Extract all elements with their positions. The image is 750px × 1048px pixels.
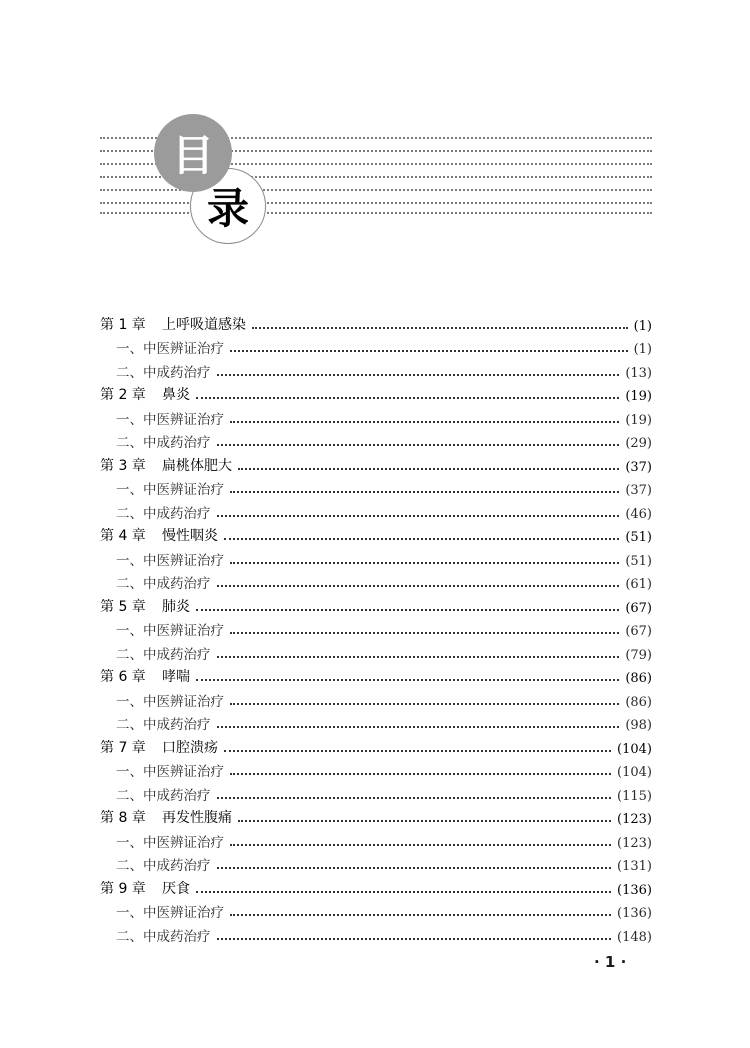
toc-section-entry[interactable]: [100, 357, 652, 381]
dot-leader: [238, 820, 611, 822]
page-title-char-1: 目: [171, 131, 214, 180]
header-dotted-rule: [100, 212, 652, 214]
chapter-page-number: (123): [617, 812, 652, 827]
section-title: 二、中成药治疗: [116, 646, 211, 663]
dot-leader: [238, 468, 619, 470]
section-title: 一、中医辨证治疗: [116, 623, 224, 639]
section-title: 二、中成药治疗: [116, 787, 211, 804]
section-title: 二、中成药治疗: [116, 505, 211, 522]
section-page-number: (86): [625, 694, 652, 710]
chapter-number: 第 6 章: [100, 669, 146, 685]
section-page-number: (19): [625, 412, 652, 428]
dot-leader: [224, 750, 611, 752]
section-page-number: (136): [617, 906, 652, 921]
toc-section-entry[interactable]: [100, 827, 652, 851]
chapter-title: 上呼吸道感染: [162, 316, 246, 333]
section-title: 一、中医辨证治疗: [116, 552, 224, 569]
toc-chapter-entry[interactable]: [100, 451, 652, 475]
section-title: 一、中医辨证治疗: [116, 834, 224, 851]
section-page-number: (148): [617, 929, 652, 945]
section-page-number: (123): [617, 835, 652, 851]
dot-leader: [252, 327, 628, 329]
dot-leader: [230, 773, 611, 775]
dot-leader: [224, 538, 619, 540]
toc-section-entry[interactable]: [100, 710, 652, 734]
dot-leader: [217, 515, 620, 517]
dot-leader: [217, 656, 620, 658]
section-page-number: (29): [625, 436, 652, 451]
section-page-number: (1): [633, 342, 652, 357]
toc-section-entry[interactable]: [100, 686, 652, 710]
chapter-title: 扁桃体肥大: [162, 457, 232, 474]
section-page-number: (104): [617, 765, 652, 780]
chapter-title: 再发性腹痛: [162, 810, 232, 826]
dot-leader: [217, 867, 612, 869]
section-title: 一、中医辨证治疗: [116, 693, 224, 710]
section-page-number: (79): [625, 647, 652, 663]
section-title: 二、中成药治疗: [116, 435, 211, 451]
toc-section-entry[interactable]: [100, 428, 652, 452]
chapter-page-number: (104): [617, 741, 652, 757]
chapter-page-number: (136): [617, 882, 652, 898]
toc-chapter-entry[interactable]: [100, 381, 652, 405]
toc-section-entry[interactable]: [100, 334, 652, 358]
section-page-number: (115): [617, 788, 652, 804]
toc-chapter-entry[interactable]: [100, 522, 652, 546]
dot-leader: [230, 562, 619, 564]
chapter-number: 第 9 章: [100, 880, 146, 897]
dot-leader: [230, 844, 611, 846]
section-title: 二、中成药治疗: [116, 576, 211, 592]
toc-chapter-entry[interactable]: [100, 592, 652, 616]
toc-section-entry[interactable]: [100, 545, 652, 569]
dot-leader: [230, 632, 619, 634]
dot-leader: [217, 726, 620, 728]
chapter-title: 鼻炎: [162, 387, 190, 403]
dot-leader: [217, 938, 612, 940]
toc-section-entry[interactable]: [100, 569, 652, 593]
dot-leader: [230, 491, 619, 493]
section-title: 二、中成药治疗: [116, 364, 211, 381]
dot-leader: [217, 585, 620, 587]
section-title: 二、中成药治疗: [116, 717, 211, 733]
section-page-number: (37): [625, 483, 652, 498]
toc-chapter-entry[interactable]: [100, 310, 652, 334]
toc-section-entry[interactable]: [100, 921, 652, 945]
chapter-title: 厌食: [162, 880, 190, 897]
dot-leader: [196, 609, 619, 611]
toc-section-entry[interactable]: [100, 616, 652, 640]
section-title: 一、中医辨证治疗: [116, 341, 224, 357]
chapter-page-number: (37): [625, 459, 652, 475]
section-page-number: (67): [625, 624, 652, 639]
chapter-number: 第 1 章: [100, 316, 146, 333]
chapter-title: 哮喘: [162, 669, 190, 685]
chapter-number: 第 8 章: [100, 810, 146, 826]
section-title: 一、中医辨证治疗: [116, 411, 224, 428]
section-page-number: (51): [625, 553, 652, 569]
section-title: 二、中成药治疗: [116, 858, 211, 874]
toc-chapter-entry[interactable]: [100, 804, 652, 828]
toc-section-entry[interactable]: [100, 639, 652, 663]
chapter-number: 第 4 章: [100, 528, 146, 544]
toc-section-entry[interactable]: [100, 898, 652, 922]
title-circle-mu: [154, 114, 232, 192]
toc-section-entry[interactable]: [100, 851, 652, 875]
dot-leader: [196, 891, 611, 893]
toc-chapter-entry[interactable]: [100, 733, 652, 757]
dot-leader: [230, 350, 628, 352]
section-title: 一、中医辨证治疗: [116, 905, 224, 921]
chapter-title: 肺炎: [162, 598, 190, 615]
toc-section-entry[interactable]: [100, 780, 652, 804]
section-page-number: (98): [625, 718, 652, 733]
section-page-number: (13): [625, 365, 652, 381]
page-number: · 1 ·: [594, 953, 627, 971]
chapter-title: 慢性咽炎: [162, 528, 218, 544]
toc-chapter-entry[interactable]: [100, 663, 652, 687]
toc-section-entry[interactable]: [100, 757, 652, 781]
toc-section-entry[interactable]: [100, 498, 652, 522]
section-page-number: (131): [617, 859, 652, 874]
page-title-char-2: 录: [206, 184, 249, 233]
toc-section-entry[interactable]: [100, 404, 652, 428]
dot-leader: [196, 397, 619, 399]
section-title: 二、中成药治疗: [116, 928, 211, 945]
section-title: 一、中医辨证治疗: [116, 482, 224, 498]
chapter-number: 第 7 章: [100, 739, 146, 756]
chapter-page-number: (19): [625, 389, 652, 404]
dot-leader: [217, 444, 620, 446]
chapter-page-number: (67): [625, 600, 652, 616]
chapter-number: 第 3 章: [100, 457, 146, 474]
dot-leader: [230, 914, 611, 916]
chapter-number: 第 2 章: [100, 387, 146, 403]
chapter-title: 口腔溃疡: [162, 739, 218, 756]
chapter-number: 第 5 章: [100, 598, 146, 615]
section-title: 一、中医辨证治疗: [116, 764, 224, 780]
section-page-number: (61): [625, 577, 652, 592]
dot-leader: [230, 703, 619, 705]
dot-leader: [196, 679, 619, 681]
toc-chapter-entry[interactable]: [100, 874, 652, 898]
chapter-page-number: (1): [633, 318, 652, 334]
section-page-number: (46): [625, 506, 652, 522]
dot-leader: [217, 374, 620, 376]
dot-leader: [230, 421, 619, 423]
header-dotted-rule: [100, 202, 652, 204]
dot-leader: [217, 797, 612, 799]
table-of-contents: [100, 310, 652, 945]
toc-section-entry[interactable]: [100, 475, 652, 499]
chapter-page-number: (51): [625, 530, 652, 545]
chapter-page-number: (86): [625, 671, 652, 686]
